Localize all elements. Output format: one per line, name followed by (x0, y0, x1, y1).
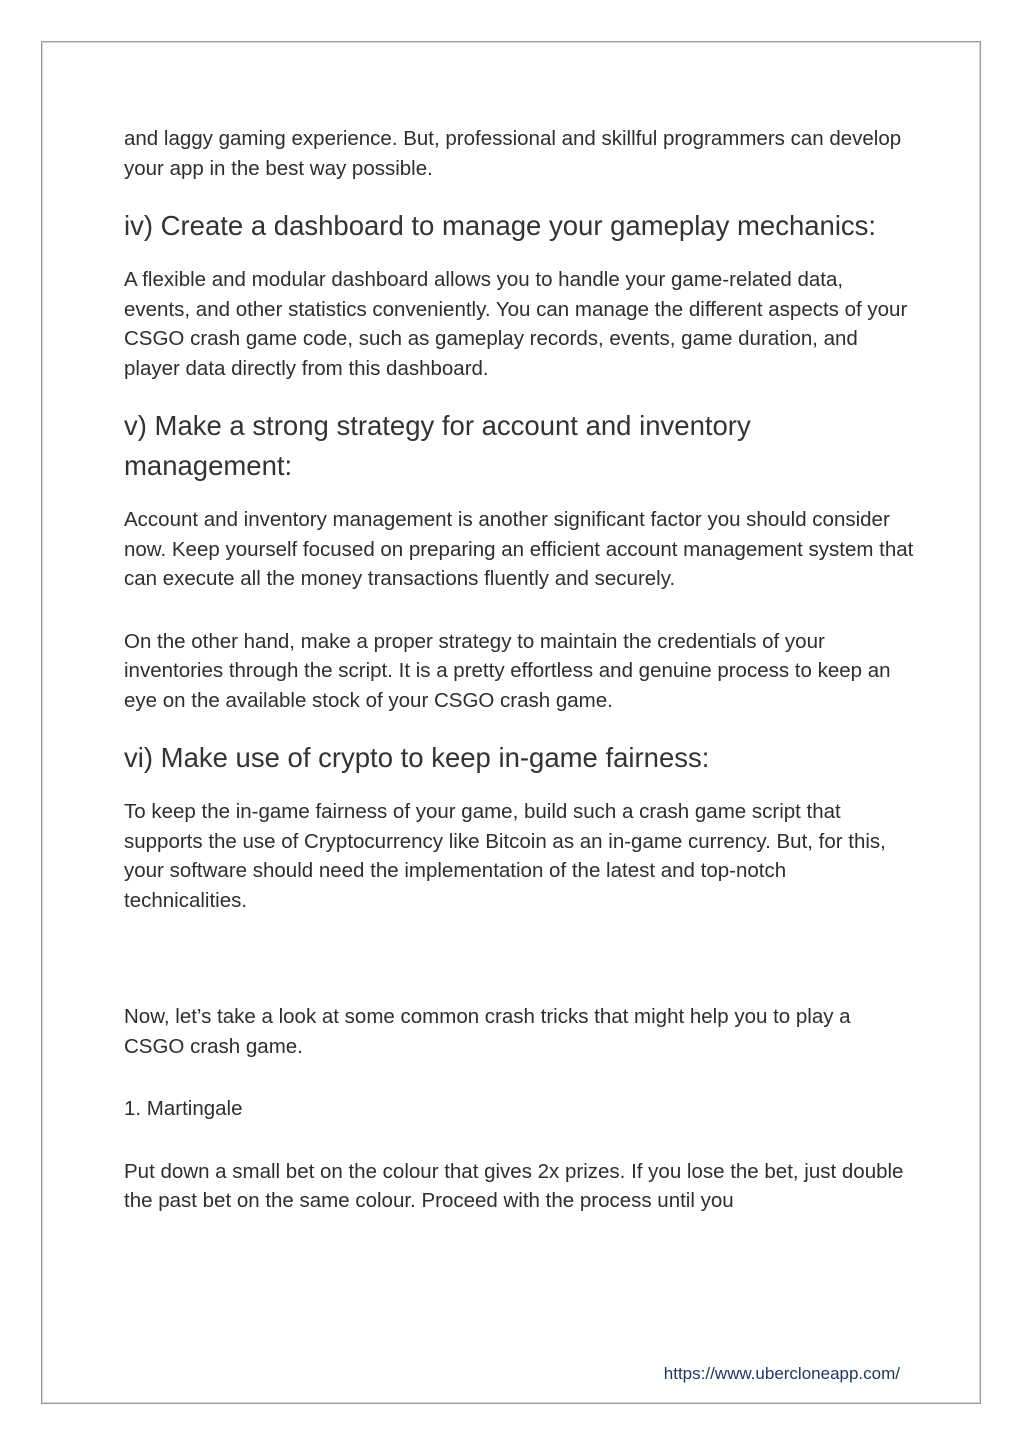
paragraph-crash-tricks-intro: Now, let’s take a look at some common crash tricks that might help you to play a CSGO crash game. (124, 1005, 851, 1058)
paragraph-dashboard: A flexible and modular dashboard allows you to handle your game-related data, events, and other statistics conveniently. You can manage the different aspects of your CSGO crash game code, such as gameplay records, events, game duration, and player data directly from this dashboard. (124, 268, 908, 380)
heading-dashboard: iv) Create a dashboard to manage your gameplay mechanics: (124, 210, 877, 241)
paragraph-account-management: Account and inventory management is another significant factor you should consider now. Keep yourself focused on preparing an efficient account management system that can execute all the money transactions fluently and securely. (124, 508, 914, 590)
list-item-martingale: 1. Martingale (124, 1097, 243, 1120)
paragraph-inventory-credentials: On the other hand, make a proper strategy to maintain the credentials of your inventories through the script. It is a pretty effortless and genuine process to keep an eye on the available stock of your CSGO crash game. (124, 629, 891, 712)
footer-website-link[interactable]: https://www.ubercloneapp.com/ (663, 1364, 900, 1383)
paragraph-martingale: Put down a small bet on the colour that gives 2x prizes. If you lose the bet, just double the past bet on the same colour. Proceed with the process until you (124, 1159, 904, 1212)
paragraph-crypto: To keep the in-game fairness of your game, build such a crash game script that supports the use of Cryptocurrency like Bitcoin as an in-game currency. But, for this, your software should need the implementation of the latest and top-notch technicalities. (124, 800, 886, 912)
heading-crypto-fairness: vi) Make use of crypto to keep in-game fairness: (124, 742, 710, 773)
heading-account-inventory: v) Make a strong strategy for account and inventory management: (124, 410, 751, 481)
document-body (124, 124, 914, 1216)
paragraph-laggy-experience: and laggy gaming experience. But, professional and skillful programmers can develop your app in the best way possible. (124, 127, 902, 180)
